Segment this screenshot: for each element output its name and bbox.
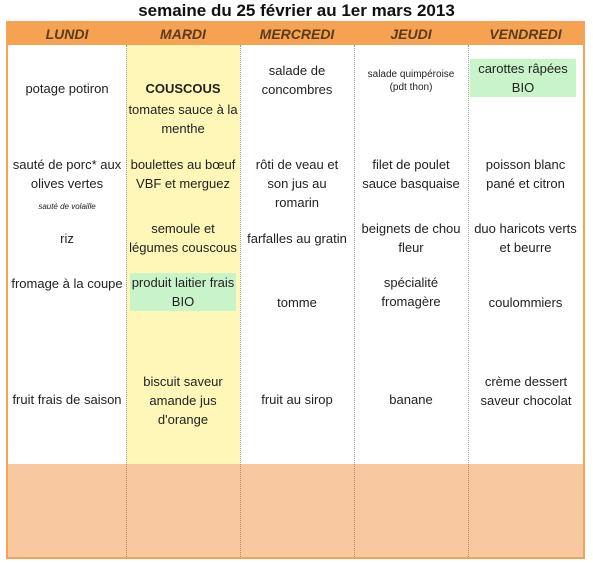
vendredi-plat: poisson blanc pané et citron [485, 157, 566, 191]
mardi-plat: boulettes au bœuf VBF et merguez [130, 157, 236, 191]
day-header-mardi: MARDI [160, 26, 206, 42]
mercredi-plat: rôti de veau et son jus au romarin [255, 157, 339, 210]
menu-table [6, 21, 585, 559]
vendredi-fromage: coulommiers [488, 295, 563, 310]
mercredi-dessert: fruit au sirop [261, 392, 333, 407]
mardi-dessert: biscuit saveur amande jus d'orange [143, 374, 223, 427]
vendredi-dessert: crème dessert saveur chocolat [480, 374, 572, 408]
mercredi-fromage: tomme [277, 295, 317, 310]
jeudi-dessert: banane [389, 392, 433, 407]
day-header-lundi: LUNDI [45, 26, 89, 42]
mardi-laitier-bio: produit laitier frais BIO [131, 275, 235, 309]
lundi-plat: sauté de porc* aux olives vertes [12, 157, 122, 191]
column-divider [468, 464, 469, 557]
mardi-accompagnement: semoule et légumes couscous [129, 221, 237, 255]
lundi-dessert: fruit frais de saison [12, 392, 122, 407]
jeudi-accompagnement: beignets de chou fleur [361, 221, 461, 255]
jeudi-fromage: spécialité fromagère [381, 275, 441, 309]
day-header-vendredi: VENDREDI [489, 26, 562, 42]
day-header-jeudi: JEUDI [390, 26, 432, 42]
jeudi-plat: filet de poulet sauce basquaise [362, 157, 460, 191]
day-header-mercredi: MERCREDI [259, 26, 335, 42]
menu-title: semaine du 25 février au 1er mars 2013 [138, 1, 455, 20]
mardi-entree: tomates sauce à la menthe [128, 102, 238, 136]
day-header-row [8, 23, 583, 45]
empty-bottom-row [8, 464, 583, 557]
column-divider [126, 464, 127, 557]
column-divider [240, 464, 241, 557]
jeudi-entree: salade quimpéroise (pdt thon) [367, 69, 455, 93]
lundi-plat-alternative: sauté de volaille [38, 202, 96, 211]
lundi-fromage: fromage à la coupe [11, 276, 123, 291]
mercredi-accompagnement: farfalles au gratin [247, 231, 347, 246]
lundi-accompagnement: riz [60, 231, 74, 246]
column-divider [354, 464, 355, 557]
vendredi-accompagnement: duo haricots verts et beurre [474, 221, 577, 255]
mercredi-entree: salade de concombres [261, 63, 333, 97]
lundi-entree: potage potiron [25, 81, 109, 96]
mardi-theme: COUSCOUS [145, 81, 221, 96]
vendredi-entree-bio: carottes râpées BIO [470, 59, 576, 97]
